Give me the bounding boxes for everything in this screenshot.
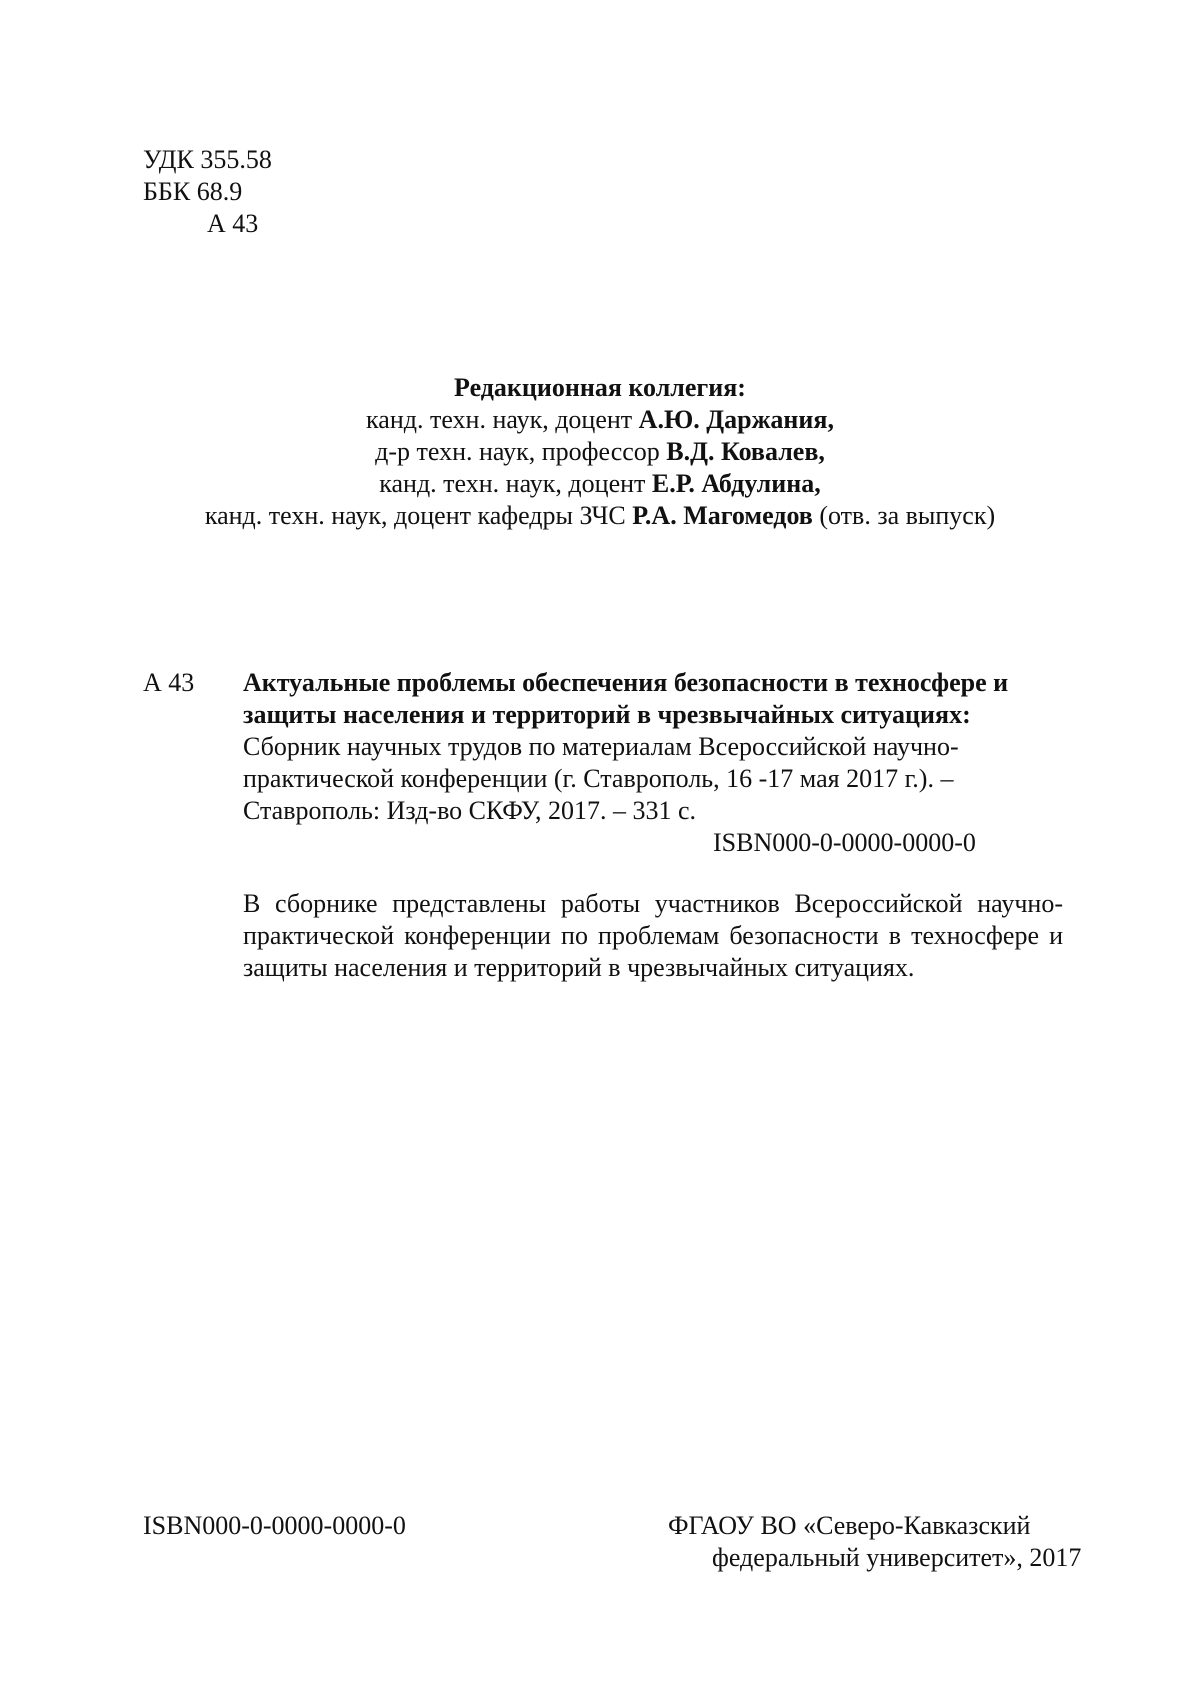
author-mark: А 43 — [207, 209, 259, 238]
member-title: канд. техн. наук, доцент — [379, 469, 652, 498]
udk-code: УДК 355.58 — [143, 145, 272, 174]
editorial-member — [0, 468, 1200, 500]
member-title: д-р техн. наук, профессор — [375, 437, 667, 466]
member-name: В.Д. Ковалев, — [666, 437, 825, 466]
editorial-board — [0, 372, 1200, 532]
book-description-line: практической конференции (г. Ставрополь, 16 -17 мая 2017 г.). – — [243, 764, 954, 793]
member-note: (отв. за выпуск) — [812, 501, 996, 530]
footer-isbn: ISBN000-0-0000-0000-0 — [143, 1511, 406, 1540]
entry-code: А 43 — [143, 668, 195, 697]
entry-isbn: ISBN000-0-0000-0000-0 — [713, 828, 976, 857]
book-title-line: Актуальные проблемы обеспечения безопасности в техносфере и — [243, 668, 1009, 697]
book-title-line: защиты населения и территорий в чрезвычайных ситуациях: — [243, 700, 971, 729]
publisher-line: ФГАОУ ВО «Северо-Кавказский — [668, 1511, 1031, 1540]
annotation-paragraph: В сборнике представлены работы участников Всероссийской научно-практической конференции по проблемам безопасности в техносфере и защиты населения и территорий в чрезвычайных ситуациях. — [243, 889, 1063, 982]
member-name: Е.Р. Абдулина, — [651, 469, 821, 498]
member-title: канд. техн. наук, доцент кафедры ЗЧС — [204, 501, 633, 530]
member-title: канд. техн. наук, доцент — [366, 405, 639, 434]
footer-publisher — [668, 1510, 1081, 1574]
publisher-line: федеральный университет», 2017 — [712, 1543, 1082, 1572]
editorial-board-heading: Редакционная коллегия: — [454, 373, 746, 402]
editorial-member — [0, 404, 1200, 436]
bibliographic-entry — [243, 667, 1073, 859]
book-description-line: Сборник научных трудов по материалам Всероссийской научно- — [243, 732, 959, 761]
classification-block — [143, 144, 272, 240]
bbk-code: ББК 68.9 — [143, 177, 243, 206]
member-name: Р.А. Магомедов — [632, 501, 813, 530]
member-name: А.Ю. Даржания, — [638, 405, 834, 434]
editorial-member — [0, 500, 1200, 532]
book-description-line: Ставрополь: Изд-во СКФУ, 2017. – 331 с. — [243, 796, 696, 825]
editorial-member — [0, 436, 1200, 468]
